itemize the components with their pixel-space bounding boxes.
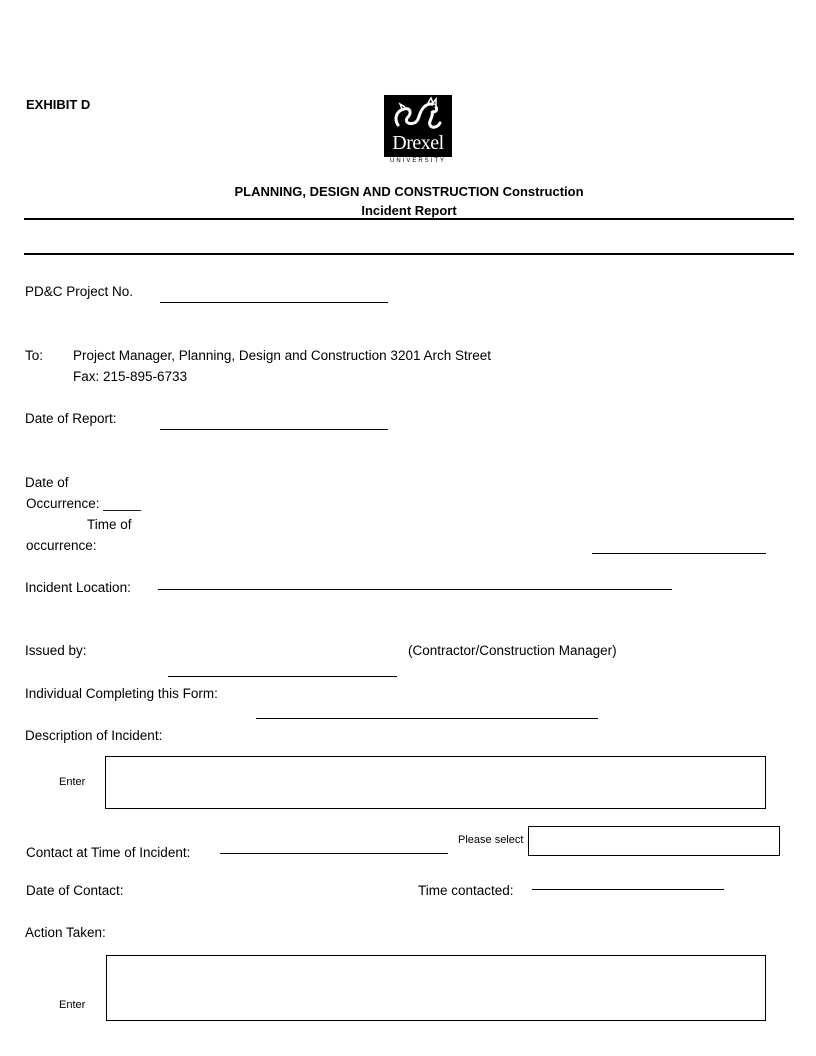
description-hint: Enter (59, 776, 86, 788)
logo-subtitle: UNIVERSITY (389, 158, 446, 164)
action-taken-textarea[interactable] (106, 955, 766, 1021)
title-line-1: PLANNING, DESIGN AND CONSTRUCTION Construction (234, 184, 584, 199)
time-of-occurrence-label-2: occurrence: (26, 538, 97, 553)
description-label: Description of Incident: (25, 728, 163, 743)
issued-by-note: (Contractor/Construction Manager) (408, 643, 617, 658)
logo-wordmark: Drexel (392, 132, 444, 154)
individual-completing-field[interactable] (256, 718, 598, 719)
to-address: Project Manager, Planning, Design and Construction 3201 Arch Street (73, 348, 491, 363)
action-taken-hint: Enter (59, 999, 86, 1011)
header-divider-top (24, 218, 794, 220)
exhibit-label: EXHIBIT D (26, 97, 91, 112)
issued-by-label: Issued by: (25, 643, 87, 658)
incident-location-label: Incident Location: (25, 580, 131, 595)
title-line-2: Incident Report (361, 203, 457, 218)
date-of-occurrence-label-2: Occurrence: _____ (26, 496, 141, 511)
issued-by-field[interactable] (168, 676, 397, 677)
to-fax: Fax: 215-895-6733 (73, 369, 188, 384)
contact-select[interactable] (528, 826, 780, 856)
header-divider-bottom (24, 253, 794, 255)
date-of-contact-label: Date of Contact: (26, 883, 124, 898)
incident-location-field[interactable] (158, 589, 672, 590)
action-taken-label: Action Taken: (25, 925, 106, 940)
date-of-occurrence-label-1: Date of (25, 475, 69, 490)
time-of-occurrence-label-1: Time of (87, 517, 132, 532)
date-of-report-label: Date of Report: (25, 411, 117, 426)
project-no-field[interactable] (160, 302, 388, 303)
time-contacted-label: Time contacted: (418, 883, 514, 898)
time-of-occurrence-field[interactable] (592, 553, 766, 554)
to-label: To: (25, 348, 44, 363)
drexel-dragon-logo-icon (384, 95, 452, 157)
contact-field[interactable] (220, 853, 448, 854)
individual-completing-label: Individual Completing this Form: (25, 686, 218, 701)
contact-label: Contact at Time of Incident: (26, 845, 191, 860)
dragon-icon (384, 95, 452, 135)
contact-select-hint: Please select (458, 834, 524, 846)
description-textarea[interactable] (105, 756, 766, 809)
date-of-report-field[interactable] (160, 429, 388, 430)
time-contacted-field[interactable] (532, 889, 724, 890)
page-title (0, 182, 816, 220)
project-no-label: PD&C Project No. (25, 284, 134, 299)
